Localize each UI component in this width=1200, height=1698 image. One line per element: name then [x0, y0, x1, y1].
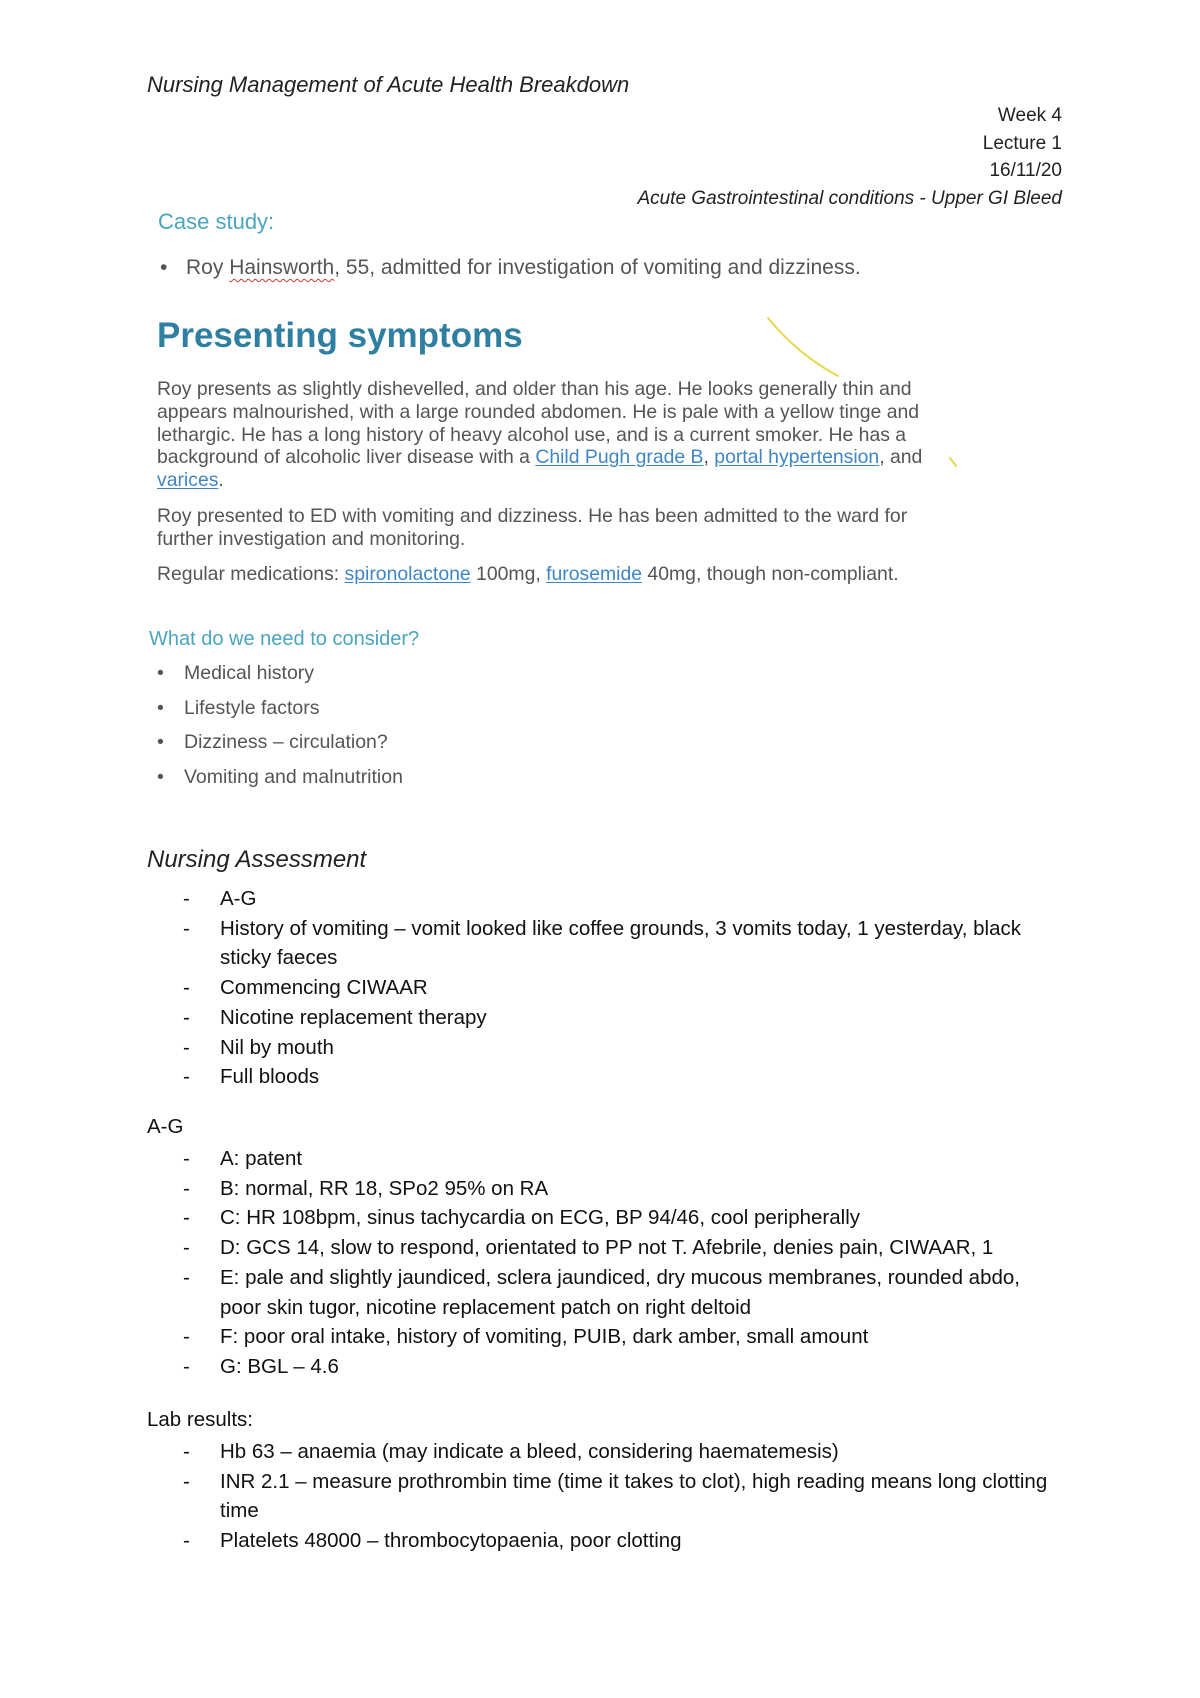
consider-heading: What do we need to consider?	[149, 628, 420, 650]
p1-comma: ,	[703, 446, 715, 469]
dash-icon: -	[183, 1005, 190, 1029]
p1-end: .	[218, 469, 224, 492]
list-item: - G: BGL – 4.6	[183, 1352, 1063, 1382]
list-item: - Nil by mouth	[183, 1033, 1063, 1063]
bullet-icon: •	[157, 662, 164, 684]
dash-icon: -	[183, 1469, 190, 1493]
highlighter-stroke	[768, 318, 838, 376]
list-item: - F: poor oral intake, history of vomiting, PUIB, dark amber, small amount	[183, 1322, 1063, 1352]
dash-icon: -	[183, 887, 190, 910]
document-title: Nursing Management of Acute Health Breakdown	[147, 72, 630, 97]
list-item: - B: normal, RR 18, SPo2 95% on RA	[183, 1174, 1063, 1204]
list-item: - Hb 63 – anaemia (may indicate a bleed, considering haematemesis)	[183, 1437, 1063, 1467]
case-study-heading: Case study:	[158, 209, 275, 234]
p3-pre: Regular medications:	[157, 563, 345, 585]
link-varices[interactable]: varices	[157, 469, 219, 492]
dash-icon: -	[183, 1147, 190, 1170]
highlighter-tick	[950, 458, 956, 466]
nursing-assessment-heading: Nursing Assessment	[147, 846, 367, 873]
list-item: • Lifestyle factors	[157, 696, 320, 719]
dash-icon: -	[183, 1236, 190, 1260]
case-text: , 55, admitted for investigation of vomiting and dizziness.	[334, 256, 861, 279]
p1-and: , and	[879, 446, 923, 469]
list-item: - A: patent	[183, 1144, 1063, 1174]
list-item: - Commencing CIWAAR	[183, 973, 1063, 1003]
topic-label: Acute Gastrointestinal conditions - Upper GI Bleed	[637, 187, 1062, 209]
p3-end: 40mg, though non-compliant.	[642, 563, 899, 585]
case-surname: Hainsworth	[229, 256, 335, 279]
dash-icon: -	[183, 916, 190, 940]
dash-icon: -	[183, 1440, 190, 1463]
dash-icon: -	[183, 1265, 190, 1289]
list-item: - C: HR 108bpm, sinus tachycardia on ECG, BP 94/46, cool peripherally	[183, 1203, 1063, 1233]
list-item: • Vomiting and malnutrition	[157, 765, 403, 788]
week-label: Week 4	[997, 105, 1062, 126]
p1-text: Roy presents as slightly dishevelled, and older than his age. He looks generally thin and appears malnourished, with a large rounded abdomen. He is pale with a yellow tinge and lethargic. He has a long history of heavy alcohol use, and is a current smoker. He has a background of alcoholic liver disease with a	[157, 378, 920, 469]
presenting-paragraph-2: Roy presented to ED with vomiting and dizziness. He has been admitted to the ward for further investigation and monitoring.	[157, 505, 908, 550]
link-furosemide[interactable]: furosemide	[546, 563, 643, 585]
bullet-icon: •	[157, 696, 164, 719]
list-item: - D: GCS 14, slow to respond, orientated to PP not T. Afebrile, denies pain, CIWAAR, 1	[183, 1233, 1063, 1263]
lab-results-heading: Lab results:	[147, 1408, 253, 1431]
lecture-label: Lecture 1	[982, 132, 1062, 154]
list-item: - INR 2.1 – measure prothrombin time (time it takes to clot), high reading means long clotting time	[183, 1467, 1063, 1526]
dash-icon: -	[183, 1206, 190, 1230]
link-spironolactone[interactable]: spironolactone	[344, 563, 471, 585]
bullet-icon: •	[157, 731, 164, 753]
date-label: 16/11/20	[989, 160, 1062, 181]
list-item: - History of vomiting – vomit looked like coffee grounds, 3 vomits today, 1 yesterday, black sticky faeces	[183, 914, 1063, 973]
list-item: - Nicotine replacement therapy	[183, 1003, 1063, 1033]
link-portal-hypertension[interactable]: portal hypertension	[714, 446, 880, 469]
list-item: • Medical history	[157, 662, 315, 684]
dash-icon: -	[183, 1176, 190, 1200]
dash-icon: -	[183, 1529, 190, 1553]
case-name-pre: Roy	[186, 256, 230, 279]
dash-icon: -	[183, 1354, 190, 1378]
presenting-symptoms-heading: Presenting symptoms	[157, 316, 523, 355]
ag-heading: A-G	[147, 1115, 184, 1138]
list-item: • Dizziness – circulation?	[157, 731, 388, 753]
bullet-icon: •	[157, 765, 164, 788]
dash-icon: -	[183, 1065, 190, 1089]
p3-mid: 100mg,	[470, 563, 547, 585]
dash-icon: -	[183, 1325, 190, 1349]
list-item: - Platelets 48000 – thrombocytopaenia, poor clotting	[183, 1526, 1063, 1556]
dash-icon: -	[183, 976, 190, 1000]
list-item: - A-G	[183, 884, 1063, 914]
dash-icon: -	[183, 1035, 190, 1059]
link-child-pugh[interactable]: Child Pugh grade B	[535, 446, 704, 469]
list-item: - E: pale and slightly jaundiced, sclera jaundiced, dry mucous membranes, rounded abdo, poor skin tugor, nicotine replacement patch on right deltoid	[183, 1263, 1063, 1322]
list-item: - Full bloods	[183, 1062, 1063, 1092]
bullet-icon: •	[160, 256, 168, 279]
